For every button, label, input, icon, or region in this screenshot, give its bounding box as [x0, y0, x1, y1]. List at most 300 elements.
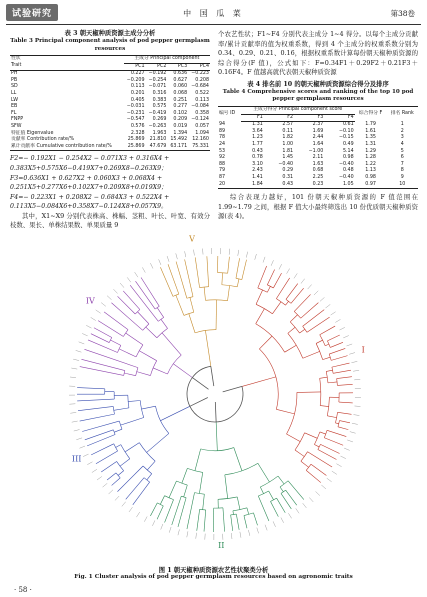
dendrogram-branch: [259, 336, 272, 349]
leaf-tick: [340, 327, 345, 330]
leaf-tick: [74, 430, 80, 432]
table4-cell: 6: [400, 155, 404, 161]
dendrogram-branch-arc: [192, 366, 210, 377]
dendrogram-branch: [128, 400, 140, 401]
leaf-tick: [196, 533, 197, 539]
dendrogram-branch-arc: [187, 378, 192, 407]
table4-cell: −0.40: [278, 161, 294, 167]
figure-caption-zh: 图 1 朝天椒种质资源农艺性状聚类分析: [158, 567, 269, 574]
leaf-tick: [231, 533, 232, 539]
table4-col: F2: [264, 114, 294, 122]
leaf-tick: [92, 469, 97, 472]
dendrogram-branch: [112, 478, 121, 486]
table3-value-cell: 21.810: [149, 137, 167, 143]
table4-cell: 79: [219, 168, 226, 174]
leaf-tick: [176, 253, 178, 259]
table-row: [10, 124, 210, 131]
dendrogram-branch: [157, 308, 164, 318]
table4-cell: 78: [219, 135, 226, 141]
table4-cell: 0.98: [365, 174, 376, 180]
table4-cell: 24: [219, 141, 226, 147]
section-badge: 试验研究: [6, 4, 58, 21]
table4-cell: 0.78: [252, 155, 263, 161]
table3-value-cell: −0.263: [148, 123, 167, 129]
table3-value-cell: 0.227: [130, 71, 145, 77]
leaf-tick: [96, 310, 101, 313]
leaf-tick: [86, 325, 91, 328]
journal-title: 中 国 瓜 菜: [183, 9, 244, 18]
leaf-tick: [326, 304, 331, 308]
table3-value-cell: −0.209: [126, 77, 145, 83]
cluster-label: III: [71, 454, 82, 464]
table4-col: F1: [241, 114, 264, 122]
leaf-tick: [350, 432, 356, 434]
dendrogram-branch: [205, 330, 210, 366]
table3-value-cell: 0.102: [173, 110, 188, 116]
dendrogram-branch: [307, 317, 330, 332]
leaf-tick: [187, 531, 188, 537]
leaf-tick: [152, 520, 155, 525]
equation-line: F4=− 0.223X1 + 0.208X2 − 0.684X3 + 0.522X4 +: [10, 193, 170, 201]
dendrogram-branch: [160, 267, 173, 296]
table4-cell: 3.64: [252, 128, 263, 134]
dendrogram-branch: [107, 473, 116, 480]
dendrogram-branch: [256, 309, 265, 324]
leaf-tick: [347, 440, 353, 442]
dendrogram-branch: [253, 513, 257, 525]
equation-line: F2=− 0.192X1 − 0.254X2 − 0.071X3 + 0.316X4 +: [10, 155, 170, 163]
leaf-tick: [73, 359, 79, 360]
leaf-tick: [341, 456, 346, 459]
table3-value-cell: 0.636: [173, 71, 188, 77]
leaf-tick: [354, 406, 360, 407]
dendrogram-branch: [236, 258, 240, 278]
dendrogram-branch: [114, 429, 122, 432]
table4-cell: 1.64: [312, 141, 324, 147]
table4-cell: 1.41: [252, 174, 263, 180]
leaf-tick: [109, 490, 113, 494]
dendrogram-branch: [225, 475, 228, 499]
leaf-tick: [316, 491, 320, 495]
dendrogram-branch: [173, 364, 192, 378]
table4-cell: 5.14: [342, 148, 354, 154]
dendrogram-branch-arc: [190, 406, 216, 422]
table4-cell: 8: [400, 168, 404, 174]
table4-cell: 3: [400, 135, 404, 141]
dendrogram-branch: [203, 494, 205, 510]
table4-cell: 1.63: [312, 161, 324, 167]
table4-cell: 1.35: [365, 135, 376, 141]
header-rule: [6, 24, 421, 25]
table4-cell: 53: [219, 148, 226, 154]
leaf-tick: [288, 513, 291, 518]
table3-value-cell: 75.331: [188, 144, 210, 151]
dendrogram-branch: [142, 406, 156, 409]
dendrogram-branch: [273, 273, 281, 288]
cluster-dendrogram-figure: [40, 222, 390, 562]
leaf-tick: [70, 412, 76, 413]
right-column: [218, 30, 418, 222]
table4-cell: 0.49: [342, 141, 354, 147]
dendrogram-branch: [80, 414, 115, 421]
leaf-tick: [120, 283, 124, 288]
dendrogram-branch: [120, 459, 130, 466]
table4-cell: 1.77: [252, 141, 263, 147]
leaf-tick: [79, 342, 85, 344]
table4-cell: 1.81: [282, 148, 294, 154]
table4-cell: 0.23: [294, 182, 324, 189]
table4-cell: 94: [219, 121, 226, 127]
dendrogram-branch: [272, 302, 281, 314]
table3-value-cell: −0.124: [191, 117, 209, 123]
table4-cell: 1.22: [365, 161, 376, 167]
leaf-tick: [265, 525, 267, 531]
table4-cell: 1.28: [365, 155, 376, 161]
table4-cell: 20: [218, 182, 241, 189]
leaf-tick: [332, 471, 337, 474]
dendrogram-branch: [223, 508, 225, 532]
dendrogram-branch: [324, 438, 343, 446]
leaf-tick: [296, 508, 299, 513]
dendrogram-branch: [320, 326, 335, 335]
dendrogram-branch: [269, 491, 274, 500]
dendrogram-branch: [121, 418, 144, 426]
table3-value-cell: 0.316: [152, 90, 167, 96]
table3-trait-header: 性状: [10, 56, 124, 64]
table3-trait-cell: PH: [11, 71, 18, 77]
leaf-tick: [129, 507, 133, 512]
leaf-tick: [76, 350, 82, 352]
dendrogram-branch: [176, 295, 184, 315]
dendrogram-branch: [87, 435, 115, 446]
dendrogram-branch: [78, 406, 113, 410]
dendrogram-branch: [290, 315, 297, 322]
leaf-tick: [351, 361, 357, 362]
dendrogram-branch: [242, 260, 247, 280]
leaf-tick: [76, 438, 82, 440]
leaf-tick: [281, 518, 284, 523]
leaf-tick: [113, 289, 117, 293]
table3-value-cell: 0.060: [173, 84, 188, 90]
dendrogram-branch: [339, 421, 350, 423]
table3-value-cell: −0.419: [148, 110, 167, 116]
dendrogram-branch: [338, 427, 348, 430]
dendrogram-branch: [267, 270, 274, 285]
table4-cell: −0.40: [338, 174, 354, 180]
dendrogram-branch: [288, 327, 295, 333]
dendrogram-branch: [160, 496, 164, 505]
table3-value-cell: 0.057: [195, 123, 209, 129]
table4-cell: 2.37: [312, 122, 324, 128]
leaf-tick: [257, 528, 259, 534]
table3-value-cell: 0.251: [173, 97, 188, 103]
table3-title-en: Table 3 Principal component analysis of pod pepper germplasm resources: [10, 38, 210, 52]
dendrogram-branch: [157, 506, 163, 519]
leaf-tick: [246, 252, 247, 258]
dendrogram-branch: [119, 349, 136, 357]
table4: [218, 106, 418, 189]
table3-value-cell: 0.576: [130, 123, 145, 129]
leaf-tick: [320, 297, 324, 301]
dendrogram-branch: [161, 319, 168, 328]
dendrogram-branch: [280, 487, 283, 492]
dendrogram-branch: [303, 310, 325, 327]
table4-title-en: Table 4 Comprehensive scores and ranking of the top 10 pod pepper germplasm resources: [222, 88, 414, 103]
table3-body: [10, 71, 210, 151]
dendrogram-branch: [77, 388, 105, 389]
volume-label: 第38卷: [390, 9, 415, 18]
table3-value-cell: 0.358: [195, 110, 209, 116]
leaf-tick: [87, 462, 92, 465]
table4-body: [218, 122, 418, 189]
figure-caption-en: Fig. 1 Cluster analysis of pod pepper germplasm resources based on agronomic traits: [74, 574, 353, 580]
leaf-tick: [238, 250, 239, 256]
dendrogram-branch: [301, 461, 309, 467]
dendrogram-branch: [337, 377, 352, 379]
leaf-tick: [178, 529, 180, 535]
table-row: [10, 84, 210, 91]
dendrogram-branch: [285, 301, 288, 305]
dendrogram-branch: [277, 498, 286, 513]
dendrogram-branch: [223, 386, 242, 391]
dendrogram-branch: [244, 516, 247, 529]
table4-cell: 1.29: [365, 148, 376, 154]
leaf-tick: [161, 524, 163, 530]
leaf-tick: [97, 476, 102, 480]
dendrogram-branch: [215, 402, 216, 422]
dendrogram-branch: [139, 351, 156, 361]
dendrogram-branch: [236, 514, 239, 530]
table4-cell: 1.61: [365, 128, 376, 134]
dendrogram-branch: [190, 297, 194, 312]
leaf-tick: [309, 498, 313, 502]
table4-cell: 4: [400, 141, 404, 147]
dendrogram-branch: [110, 340, 120, 345]
table4-pcs-header: 主成分得分 Principal component score: [241, 106, 355, 114]
leaf-tick: [150, 263, 153, 268]
dendrogram-branch: [138, 312, 149, 324]
table4-comp-header: 综合得分 F: [355, 106, 387, 121]
table4-cell: 0.43: [252, 148, 263, 154]
table3-value-cell: 63.171: [167, 144, 188, 151]
leaf-tick: [135, 272, 138, 277]
dendrogram-branch: [216, 422, 217, 451]
table3-value-cell: 0.208: [195, 77, 209, 83]
right-paragraph-1: 个农艺性状；F1~F4 分别代表主成分 1~4 得分。以每个主成分贡献率/累计贡献率的值为权重系数，得到 4 个主成分的权重系数分别为 0.34、0.29、0.21、0.16，根据权重系数计算每份朝天椒种质资源的综合得分(F 值)，公式如下：F=0.34F1＋0.29F2＋0.21F3＋0.16F4。F 值越高就代表朝天椒种质资源: [218, 30, 418, 77]
dendrogram-branch: [247, 508, 249, 514]
table3-trait-cell: 贡献率 Contribution rate/%: [11, 137, 75, 143]
table4-title-zh: 表 4 排名前 10 的朝天椒种质资源综合得分及排序: [247, 80, 389, 88]
dendrogram-branch: [101, 461, 116, 472]
dendrogram-branch: [116, 445, 121, 448]
table3-pc-header: 主成分 Principal component: [124, 56, 210, 64]
leaf-tick: [255, 254, 257, 260]
dendrogram-branch: [91, 444, 114, 455]
dendrogram-branch: [192, 378, 208, 390]
dendrogram-branch: [84, 349, 138, 367]
leaf-tick: [72, 421, 78, 422]
dendrogram-branch: [228, 286, 230, 301]
leaf-tick: [344, 448, 350, 450]
leaf-tick: [194, 250, 195, 256]
dendrogram-branch: [184, 485, 188, 497]
leaf-tick: [83, 454, 88, 457]
table3-value-cell: −0.684: [191, 84, 209, 90]
dendrogram-branch: [295, 450, 304, 457]
table3-trait-cell: SFW: [11, 123, 22, 129]
leaf-tick: [347, 344, 353, 346]
table4-cell: 0.68: [312, 168, 324, 174]
dendrogram-branch: [316, 340, 322, 343]
dendrogram-branch: [330, 342, 343, 347]
leaf-tick: [103, 483, 108, 487]
leaf-tick: [294, 273, 297, 278]
table3-value-cell: 0.405: [130, 97, 145, 103]
dendrogram-branch: [234, 448, 242, 471]
table4-cell: 88: [219, 161, 226, 167]
cluster-label: I: [361, 345, 365, 355]
dendrogram-branch: [332, 363, 350, 367]
table4-cell: 2.43: [252, 168, 263, 174]
dendrogram-branch: [176, 262, 187, 299]
table3-value-cell: 15.492: [170, 137, 188, 143]
dendrogram-branch: [320, 406, 329, 407]
dendrogram-branch: [328, 382, 337, 383]
table3-value-cell: 25.869: [124, 144, 146, 151]
equation-line: 0.383X5+0.575X6−0.419X7+0.269X8−0.263X9；: [10, 164, 168, 172]
dendrogram-branch: [91, 334, 109, 343]
dendrogram-branch: [111, 303, 142, 331]
table3-value-cell: −0.192: [148, 71, 167, 77]
leaf-tick: [303, 503, 307, 508]
leaf-tick: [354, 379, 360, 380]
table-row: [10, 91, 210, 98]
leaf-tick: [352, 423, 358, 424]
table4-cell: 1.05: [324, 182, 354, 189]
dendrogram-branch: [320, 432, 326, 434]
table4-cell: 0.11: [282, 128, 294, 134]
table3-value-cell: −0.231: [126, 110, 145, 116]
dendrogram-branch: [125, 443, 139, 452]
dendrogram-branch: [195, 449, 201, 471]
table3-trait-cell: LW: [11, 97, 18, 103]
table3-trait-cell: EB: [11, 104, 18, 110]
leaf-tick: [82, 333, 87, 335]
leaf-tick: [331, 312, 336, 315]
table-row: [218, 175, 418, 182]
table3-value-cell: 2.328: [130, 130, 145, 136]
leaf-tick: [314, 291, 318, 295]
leaf-tick: [327, 478, 332, 482]
table4-cell: 0.97: [355, 182, 387, 189]
dendrogram-branch: [80, 367, 124, 376]
dendrogram-branch: [335, 423, 338, 424]
leaf-tick: [136, 512, 139, 517]
leaf-tick: [144, 516, 147, 521]
dendrogram-branch: [320, 377, 328, 378]
dendrogram-branch: [204, 287, 205, 300]
dendrogram-branch: [153, 368, 167, 374]
dendrogram-branch: [118, 471, 124, 476]
table-row: [10, 104, 210, 111]
dendrogram-branch: [267, 286, 270, 292]
left-paragraph: 其中，X1~X9 分别代表株高、株幅、茎粗、叶长、叶宽、有效分枝数、果长、单株结果数、单果质量 9: [10, 211, 210, 230]
leaf-tick: [167, 256, 169, 262]
left-column: [10, 30, 210, 231]
dendrogram-branch: [147, 433, 169, 452]
dendrogram-branch: [185, 259, 193, 296]
leaf-tick: [343, 336, 348, 338]
cluster-label: II: [218, 540, 225, 550]
dendrogram-branch: [337, 384, 352, 385]
dendrogram-branch: [169, 481, 176, 498]
leaf-tick: [349, 353, 355, 355]
leaf-tick: [301, 279, 305, 284]
leaf-tick: [321, 485, 326, 489]
table4-cell: 1.84: [241, 182, 264, 189]
dendrogram-branch: [287, 434, 301, 442]
table3-value-cell: 0.201: [130, 90, 145, 96]
dendrogram-branch: [325, 344, 329, 346]
table4-cell: 0.43: [264, 182, 294, 189]
dendrogram-branch: [182, 468, 188, 483]
table3-value-cell: 0.113: [195, 97, 209, 103]
dendrogram-branch-arc: [216, 386, 243, 422]
dendrogram-branch: [237, 279, 239, 287]
equation-line: 0.113X5−0.084X6+0.358X7−0.124X8+0.057X9。: [10, 203, 168, 211]
dendrogram-branch: [228, 257, 230, 273]
leaf-tick: [115, 496, 119, 500]
dendrogram-branch: [237, 497, 240, 510]
dendrogram-branch: [207, 256, 209, 286]
dendrogram-branch: [323, 357, 331, 359]
dendrogram-branch: [303, 351, 320, 358]
dendrogram-branch: [204, 510, 206, 532]
table4-cell: 7: [400, 161, 404, 167]
leaf-tick: [127, 277, 131, 282]
page-number: · 58 ·: [14, 586, 32, 594]
table3-trait-cell: FNPP: [11, 117, 24, 123]
dendrogram-branch: [270, 501, 278, 516]
equation-block: [10, 154, 210, 212]
table3-value-cell: 12.160: [192, 137, 209, 143]
dendrogram-branch: [329, 348, 345, 354]
table3-value-cell: −0.547: [126, 117, 145, 123]
dendrogram-branch: [314, 445, 319, 447]
table3-col: PC3: [167, 63, 188, 71]
dendrogram-branch: [258, 496, 269, 521]
dendrogram-branch: [82, 421, 119, 431]
dendrogram-branch: [147, 474, 152, 480]
table4-cell: −1.00: [308, 148, 324, 154]
table4-cell: 1.31: [252, 122, 263, 128]
dendrogram-branch: [260, 487, 263, 494]
table4-cell: 2.11: [312, 155, 324, 161]
table-row: [218, 155, 418, 162]
leaf-tick: [159, 259, 161, 265]
dendrogram-branch: [211, 366, 214, 386]
table4-col: F3: [294, 114, 324, 122]
table3-value-cell: 1.963: [152, 130, 167, 136]
dendrogram-branch: [300, 329, 305, 333]
dendrogram-branch: [197, 509, 200, 530]
table3-value-cell: −0.223: [191, 71, 209, 77]
dendrogram-branch: [85, 430, 114, 440]
dendrogram-branch: [278, 476, 284, 484]
table3-value-cell: 0.627: [173, 77, 188, 83]
dendrogram-branch: [327, 430, 346, 436]
dendrogram-branch: [306, 470, 321, 482]
